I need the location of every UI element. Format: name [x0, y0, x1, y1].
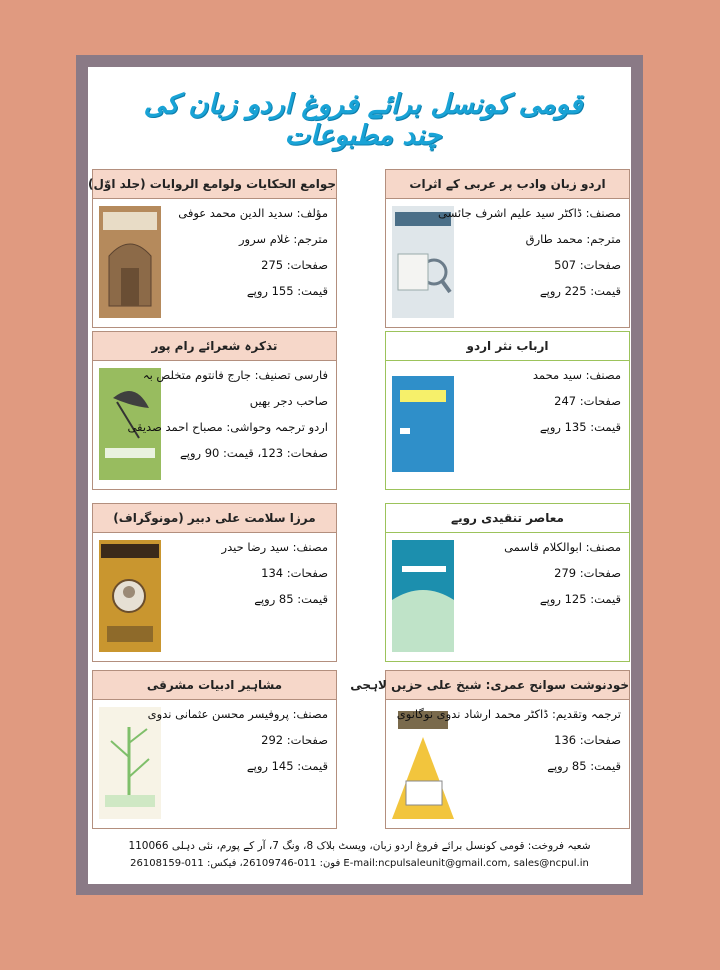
footer-contact [108, 837, 611, 873]
book-card[interactable] [92, 331, 337, 490]
book-cover-image [392, 540, 454, 652]
book-cover-image [99, 540, 161, 652]
book-details: ترجمہ وتقدیم: ڈاکٹر محمد ارشاد ندوی نوگانوی صفحات: 136 قیمت: 85 روپے [396, 707, 621, 773]
page-title: قومی کونسل برائے فروغ اردو زبان کی چند مطبوعات [143, 89, 583, 151]
book-cover-image [392, 707, 454, 819]
book-card[interactable] [92, 503, 337, 662]
book-card[interactable] [385, 503, 630, 662]
book-card[interactable] [385, 169, 630, 328]
catalog-page [88, 67, 631, 884]
book-cover-image [99, 206, 161, 318]
book-details: مصنف: پروفیسر محسن عثمانی ندوی صفحات: 292 قیمت: 145 روپے [147, 707, 328, 773]
footer-address: شعبہ فروخت: قومی کونسل برائے فروغ اردو زبان، ویسٹ بلاک 8، ونگ 7، آر کے پورم، نئی دہلی 110066 [128, 840, 591, 852]
book-title: جوامع الحکایات ولوامع الروایات (جلد اوّل) [93, 170, 336, 199]
book-title: تذکرہ شعرائے رام پور [93, 332, 336, 361]
footer-phone-email: فون: 011-26109746، فیکس: 011-26108159 E-mail:ncpulsaleunit@gmail.com, sales@ncpul.in [130, 858, 589, 869]
book-details: مصنف: سید رضا حیدر صفحات: 134 قیمت: 85 روپے [221, 540, 328, 606]
book-title: ارباب نثر اردو [386, 332, 629, 361]
book-card[interactable] [350, 670, 630, 829]
book-cover-image [392, 368, 454, 480]
book-cover-image [392, 206, 454, 318]
book-card[interactable] [87, 169, 337, 328]
book-title: مشاہیر ادبیات مشرقی [93, 671, 336, 700]
book-card[interactable] [385, 331, 630, 490]
book-details: مصنف: ڈاکٹر سید علیم اشرف جائسی مترجم: محمد طارق صفحات: 507 قیمت: 225 روپے [438, 206, 621, 298]
book-title: خودنوشت سوانح عمری: شیخ علی حزیں لاہجی [386, 671, 629, 700]
book-title: معاصر تنقیدی رویے [386, 504, 629, 533]
book-details: مصنف: ابوالکلام قاسمی صفحات: 279 قیمت: 125 روپے [504, 540, 621, 606]
book-details: مصنف: سید محمد صفحات: 247 قیمت: 135 روپے [532, 368, 621, 434]
book-cover-image [99, 707, 161, 819]
book-card[interactable] [92, 670, 337, 829]
book-title: مرزا سلامت علی دبیر (مونوگراف) [93, 504, 336, 533]
book-details: فارسی تصنیف: جارج فانتوم متخلص بہ صاحب دجر بھیں اردو ترجمہ وحواشی: مصباح احمد صدیقی صفحات: 123، قیمت: 90 روپے [127, 368, 328, 460]
book-title: اردو زبان وادب پر عربی کے اثرات [386, 170, 629, 199]
book-details: مؤلف: سدید الدین محمد عوفی مترجم: غلام سرور صفحات: 275 قیمت: 155 روپے [178, 206, 328, 298]
